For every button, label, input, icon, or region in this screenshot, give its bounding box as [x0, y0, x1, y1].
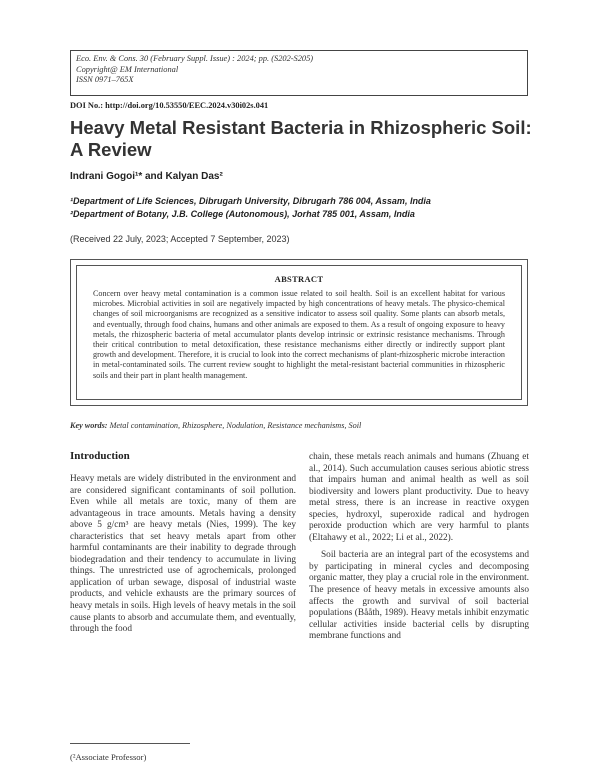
abstract-box — [70, 259, 528, 406]
title-line-2: A Review — [70, 139, 152, 160]
intro-paragraph-1-continued: chain, these metals reach animals and humans (Zhuang et al., 2014). Such accumulation causes serious abiotic stress that impairs human and animal health as well as soil biodiversity and lowers plant productivity. Due to heavy metal stress, there is an increase in reactive oxygen species, hydroxyl, superoxide radical and hydrogen peroxide production which are very harmful to plants (Eltahawy et al., 2022; Li et al., 2022). — [309, 452, 529, 543]
footnote-divider — [70, 743, 190, 744]
authors: Indrani Gogoi¹* and Kalyan Das² — [70, 171, 223, 182]
issn-line: ISSN 0971–765X — [76, 75, 134, 84]
keywords-text: Metal contamination, Rhizosphere, Nodulation, Resistance mechanisms, Soil — [109, 421, 362, 430]
section-heading-introduction: Introduction — [70, 450, 130, 462]
journal-info-box — [70, 50, 528, 96]
intro-paragraph-1: Heavy metals are widely distributed in the environment and are considered significant contaminants of soil pollution. Even while all metals are toxic, many of them are advantageous in trace amounts. Metals having a density above 5 g/cm³ are heavy metals (Nies, 1999). The key characteristics that set heavy metals apart from other harmful contaminants are their inability to degrade through biodegradation and their tendency to accumulate in living things. The unrestricted use of agrochemicals, prolonged application of urban sewage, disposal of industrial waste products, and vehicle exhausts are the primary sources of heavy metals in soils. High levels of heavy metals in the soil cause plants to absorb and accumulate them, and eventually, through the food — [70, 474, 296, 635]
keywords — [70, 421, 361, 430]
footnote: (²Associate Professor) — [70, 752, 147, 762]
copyright-line: Copyright@ EM International — [76, 64, 179, 74]
journal-citation: Eco. Env. & Cons. 30 (February Suppl. Issue) : 2024; pp. (S202-S205) — [76, 54, 314, 63]
intro-paragraph-2: Soil bacteria are an integral part of the ecosystems and by participating in mineral cycles and decomposing organic matter, they play a crucial role in the environment. The presence of heavy metals in excessive amounts also affects the growth and survival of soil bacterial populations (Bååth, 1989). Heavy metals inhibit enzymatic cellular activities inside bacterial cells by disrupting membrane functions and — [309, 550, 529, 642]
paper-title — [70, 117, 540, 161]
affiliation-1: ¹Department of Life Sciences, Dibrugarh University, Dibrugarh 786 004, Assam, India — [70, 196, 431, 206]
keywords-label: Key words: — [70, 421, 108, 430]
right-column — [309, 452, 529, 643]
abstract-text: Concern over heavy metal contamination is a common issue related to soil health. Soil is an excellent habitat for various microbes. Microbial activities in soil are negatively impacted by high concentrations of heavy metals. The physico-chemical changes of soil microorganisms are recognized as a sensitive indicator to assess soil quality. Some plants can absorb metals, and eventually, through food chains, humans and other animals are exposed to them. As a result of ongoing exposure to heavy metals, the rhizospheric bacteria of metal accumulator plants develop intrinsic or extrinsic resistance mechanisms. Through their critical contribution to metal detoxification, these resistance mechanisms either directly or indirectly support plant growth and development. Therefore, it is crucial to look into the correct mechanisms of plant-rhizospheric microbe interaction in metal-contaminated soils. The current review sought to highlight the metal-resistant bacterial communities in rhizospheric soils and their part in plant health management. — [93, 289, 505, 380]
doi-line: DOI No.: http://doi.org/10.53550/EEC.2024.v30i02s.041 — [70, 101, 269, 110]
abstract-inner-frame — [76, 265, 522, 400]
received-dates: (Received 22 July, 2023; Accepted 7 September, 2023) — [70, 234, 290, 244]
affiliation-2: ²Department of Botany, J.B. College (Autonomous), Jorhat 785 001, Assam, India — [70, 209, 415, 219]
left-column — [70, 450, 296, 636]
abstract-heading: ABSTRACT — [274, 274, 324, 284]
title-line-1: Heavy Metal Resistant Bacteria in Rhizospheric Soil: — [70, 117, 532, 138]
